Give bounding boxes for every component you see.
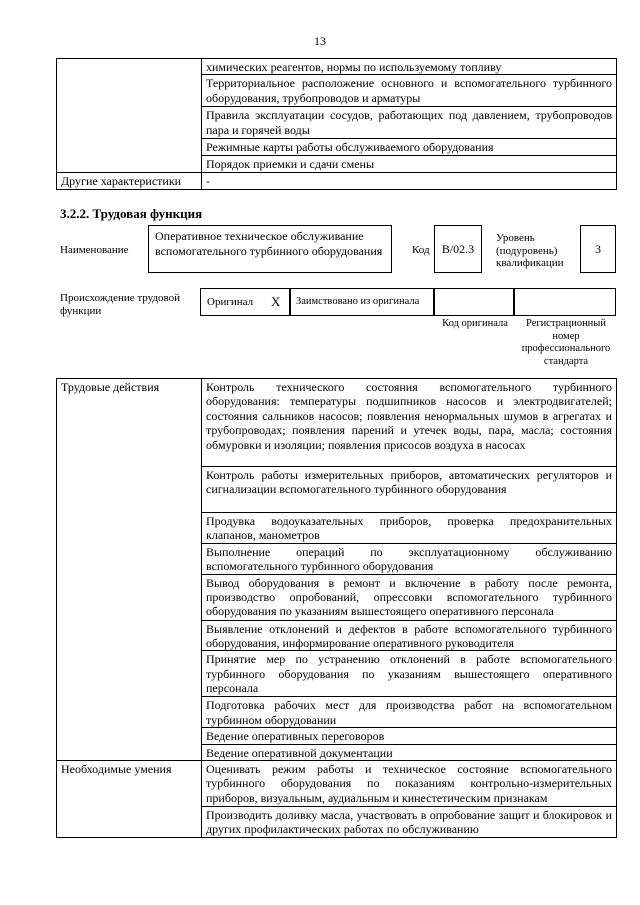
function-name: Оперативное техническое обслуживание вспомогательного турбинного оборудования: [155, 229, 383, 258]
original-mark: X: [271, 294, 281, 309]
table-cell: Выявление отклонений и дефектов в работе вспомогательного турбинного оборудования, информирование оперативного руководителя: [202, 620, 617, 651]
table-cell: Контроль работы измерительных приборов, автоматических регуляторов и сигнализации вспомогательного турбинного оборудования: [202, 467, 617, 513]
registration-number-box: [514, 288, 616, 316]
table-cell: химических реагентов, нормы по используемому топливу: [202, 59, 617, 75]
origin-label: Происхождение трудовой функции: [60, 292, 181, 317]
registration-number-caption: Регистрационный номер профессионального стандарта: [521, 318, 611, 367]
table-cell: Производить доливку масла, участвовать в опробование защит и блокировок и других профилактических работах по обслуживанию: [202, 807, 617, 838]
table-cell: Продувка водоуказательных приборов, проверка предохранительных клапанов, манометров: [202, 513, 617, 544]
level-value: 3: [595, 241, 601, 256]
table-cell: Ведение оперативной документации: [202, 744, 617, 760]
page-number: 13: [314, 34, 326, 48]
table-label-cell: Трудовые действия: [57, 379, 202, 761]
original-label: Оригинал: [207, 296, 254, 308]
top-table: [56, 58, 617, 190]
name-label: Наименование: [60, 244, 129, 256]
table-cell: Подготовка рабочих мест для производства работ на вспомогательном турбинном оборудовании: [202, 697, 617, 728]
table-cell: Оценивать режим работы и техническое состояние вспомогательного турбинного оборудования по показаниям контрольно-измерительных приборов, визуальным, аудиальным и кинестетическим признакам: [202, 761, 617, 807]
borrowed-box: [290, 288, 434, 316]
table-cell: Принятие мер по устранению отклонений в работе вспомогательного турбинного оборудования по указаниям вышестоящего оперативного персонала: [202, 651, 617, 697]
table-cell: Правила эксплуатации сосудов, работающих под давлением, трубопроводов пара и горячей воды: [202, 107, 617, 139]
section-heading: 3.2.2. Трудовая функция: [60, 206, 203, 221]
level-label: Уровень (подуровень) квалификации: [496, 232, 564, 269]
table-cell: Контроль технического состояния вспомогательного турбинного оборудования: температуры подшипников насосов и электродвигателей; состояния сальников насосов; появления ненормальных шумов в агрегатах и трубопроводах; появления парений и утечек воды, пара, масла; состояния обмуровки и изоляции; появления присосов воздуха в насосах: [202, 379, 617, 467]
original-box: [200, 288, 290, 316]
original-code-box: [434, 288, 514, 316]
function-code: B/02.3: [441, 241, 475, 256]
table-cell: -: [202, 173, 617, 189]
level-box: [580, 225, 616, 273]
table-cell: Порядок приемки и сдачи смены: [202, 156, 617, 173]
function-code-box: [434, 225, 482, 273]
table-label-cell: Другие характеристики: [57, 173, 202, 189]
code-label: Код: [412, 244, 430, 256]
table-label-cell: Необходимые умения: [57, 761, 202, 838]
table-cell: Вывод оборудования в ремонт и включение в работу после ремонта, производство опробований, опрессовки вспомогательного турбинного оборудования по указаниям вышестоящего оперативного персонала: [202, 574, 617, 620]
table-cell: Территориальное расположение основного и вспомогательного турбинного оборудования, трубопроводов и арматуры: [202, 75, 617, 107]
table-cell: Режимные карты работы обслуживаемого оборудования: [202, 139, 617, 156]
main-table: [56, 378, 617, 838]
function-name-box: [148, 225, 392, 273]
table-cell: Ведение оперативных переговоров: [202, 728, 617, 744]
table-label-cell: [57, 59, 202, 173]
borrowed-label: Заимствовано из оригинала: [296, 296, 420, 307]
original-code-caption: Код оригинала: [442, 318, 508, 329]
table-cell: Выполнение операций по эксплуатационному обслуживанию вспомогательного турбинного оборудования: [202, 543, 617, 574]
